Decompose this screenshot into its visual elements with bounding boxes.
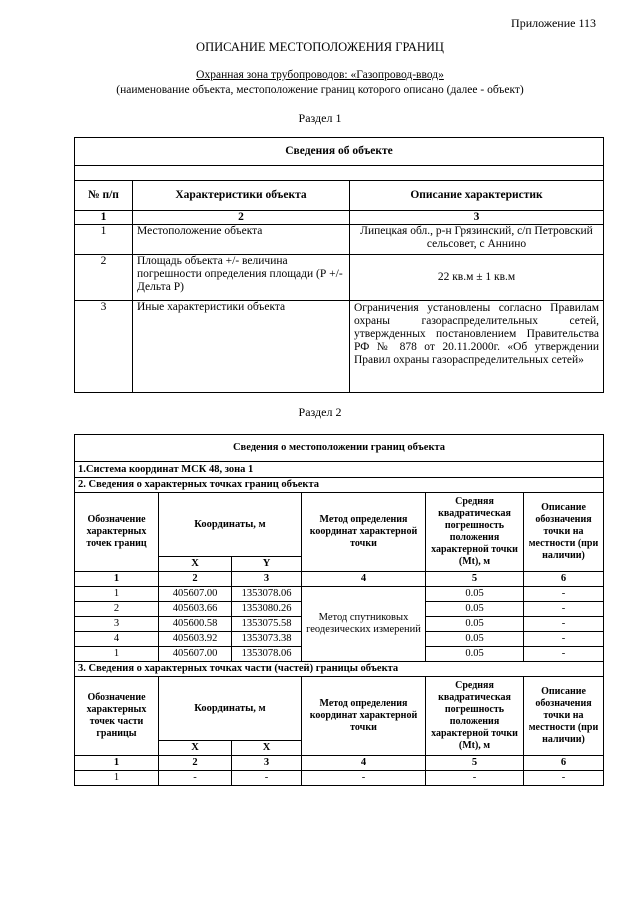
col-number: 3: [232, 572, 302, 587]
point-x: 405603.92: [159, 632, 232, 647]
col-number: 3: [350, 211, 604, 225]
section2-label: Раздел 2: [298, 405, 342, 419]
col-number: 6: [524, 572, 604, 587]
point-mt: 0.05: [426, 602, 524, 617]
appendix-label: Приложение 113: [511, 16, 596, 30]
section1-label: Раздел 1: [298, 111, 342, 125]
point-id: 1: [75, 647, 159, 662]
object-name: Охранная зона трубопроводов: «Газопровод-ввод»: [196, 69, 444, 81]
point-id: 4: [75, 632, 159, 647]
object-info-title: Сведения об объекте: [75, 138, 604, 166]
coord-system: 1.Система координат МСК 48, зона 1: [75, 462, 604, 478]
point-mt: 0.05: [426, 647, 524, 662]
col-number: 4: [302, 572, 426, 587]
point-mt: 0.05: [426, 632, 524, 647]
row-value: Липецкая обл., р-н Грязинский, с/п Петровский сельсовет, с Аннино: [350, 225, 604, 255]
row-num: 2: [75, 255, 133, 301]
col-number: 1: [75, 756, 159, 771]
col-number: 2: [159, 572, 232, 587]
point-desc: -: [524, 587, 604, 602]
row-value: Ограничения установлены согласно Правилам охраны газораспределительных сетей, утвержденных постановлением Правительства РФ № 878 от 20.11.2000г. «Об утверждении Правил охраны газораспределительных сетей»: [350, 301, 604, 393]
point-id: 1: [75, 587, 159, 602]
part-header-designation: Обозначение характерных точек части границы: [75, 677, 159, 756]
col-number: 4: [302, 756, 426, 771]
col-number: 1: [75, 572, 159, 587]
point-x: 405603.66: [159, 602, 232, 617]
point-id: 2: [75, 602, 159, 617]
point-desc: -: [524, 602, 604, 617]
part-point-y: -: [232, 771, 302, 786]
point-x: 405607.00: [159, 647, 232, 662]
part-header-mt: Средняя квадратическая погрешность положения характерной точки (Mt), м: [426, 677, 524, 756]
object-info-table: [74, 137, 604, 393]
row-name: Площадь объекта +/- величина погрешности определения площади (Р +/- Дельта Р): [133, 255, 350, 301]
point-mt: 0.05: [426, 587, 524, 602]
col-number: 1: [75, 211, 133, 225]
point-y: 1353078.06: [232, 587, 302, 602]
col-number: 5: [426, 572, 524, 587]
header-designation: Обозначение характерных точек границ: [75, 493, 159, 572]
col-header-num: № п/п: [75, 181, 133, 211]
part-header-desc: Описание обозначения точки на местности (при наличии): [524, 677, 604, 756]
point-x: 405607.00: [159, 587, 232, 602]
table-row: [75, 587, 604, 602]
empty-row: [75, 166, 604, 181]
point-y: 1353075.58: [232, 617, 302, 632]
col-number: 2: [133, 211, 350, 225]
col-header-characteristic: Характеристики объекта: [133, 181, 350, 211]
part-header-x: X: [159, 741, 232, 756]
header-method: Метод определения координат характерной точки: [302, 493, 426, 572]
col-header-description: Описание характеристик: [350, 181, 604, 211]
row-num: 1: [75, 225, 133, 255]
point-y: 1353080.26: [232, 602, 302, 617]
part-point-x: -: [159, 771, 232, 786]
row-name: Местоположение объекта: [133, 225, 350, 255]
header-x: X: [159, 557, 232, 572]
col-number: 2: [159, 756, 232, 771]
point-desc: -: [524, 617, 604, 632]
table-row: [75, 771, 604, 786]
row-value: 22 кв.м ± 1 кв.м: [350, 255, 604, 301]
part-header-coords: Координаты, м: [159, 677, 302, 741]
part-header-y: X: [232, 741, 302, 756]
boundary-table-title: Сведения о местоположении границ объекта: [75, 435, 604, 462]
point-id: 3: [75, 617, 159, 632]
header-coords: Координаты, м: [159, 493, 302, 557]
header-desc: Описание обозначения точки на местности (при наличии): [524, 493, 604, 572]
page-title: ОПИСАНИЕ МЕСТОПОЛОЖЕНИЯ ГРАНИЦ: [196, 40, 444, 54]
header-y: Y: [232, 557, 302, 572]
part-header-method: Метод определения координат характерной точки: [302, 677, 426, 756]
part-point-mt: -: [426, 771, 524, 786]
row-num: 3: [75, 301, 133, 393]
method-value: Метод спутниковых геодезических измерений: [302, 587, 426, 662]
part-point-id: 1: [75, 771, 159, 786]
col-number: 3: [232, 756, 302, 771]
header-mt: Средняя квадратическая погрешность положения характерной точки (Mt), м: [426, 493, 524, 572]
part-point-desc: -: [524, 771, 604, 786]
col-number: 6: [524, 756, 604, 771]
boundary-table: [74, 434, 604, 786]
points-title: 2. Сведения о характерных точках границ объекта: [75, 478, 604, 493]
part-title: 3. Сведения о характерных точках части (частей) границы объекта: [75, 662, 604, 677]
point-desc: -: [524, 632, 604, 647]
point-mt: 0.05: [426, 617, 524, 632]
point-desc: -: [524, 647, 604, 662]
col-number: 5: [426, 756, 524, 771]
point-x: 405600.58: [159, 617, 232, 632]
part-point-method: -: [302, 771, 426, 786]
point-y: 1353078.06: [232, 647, 302, 662]
row-name: Иные характеристики объекта: [133, 301, 350, 393]
point-y: 1353073.38: [232, 632, 302, 647]
object-note: (наименование объекта, местоположение границ которого описано (далее - объект): [116, 84, 524, 96]
